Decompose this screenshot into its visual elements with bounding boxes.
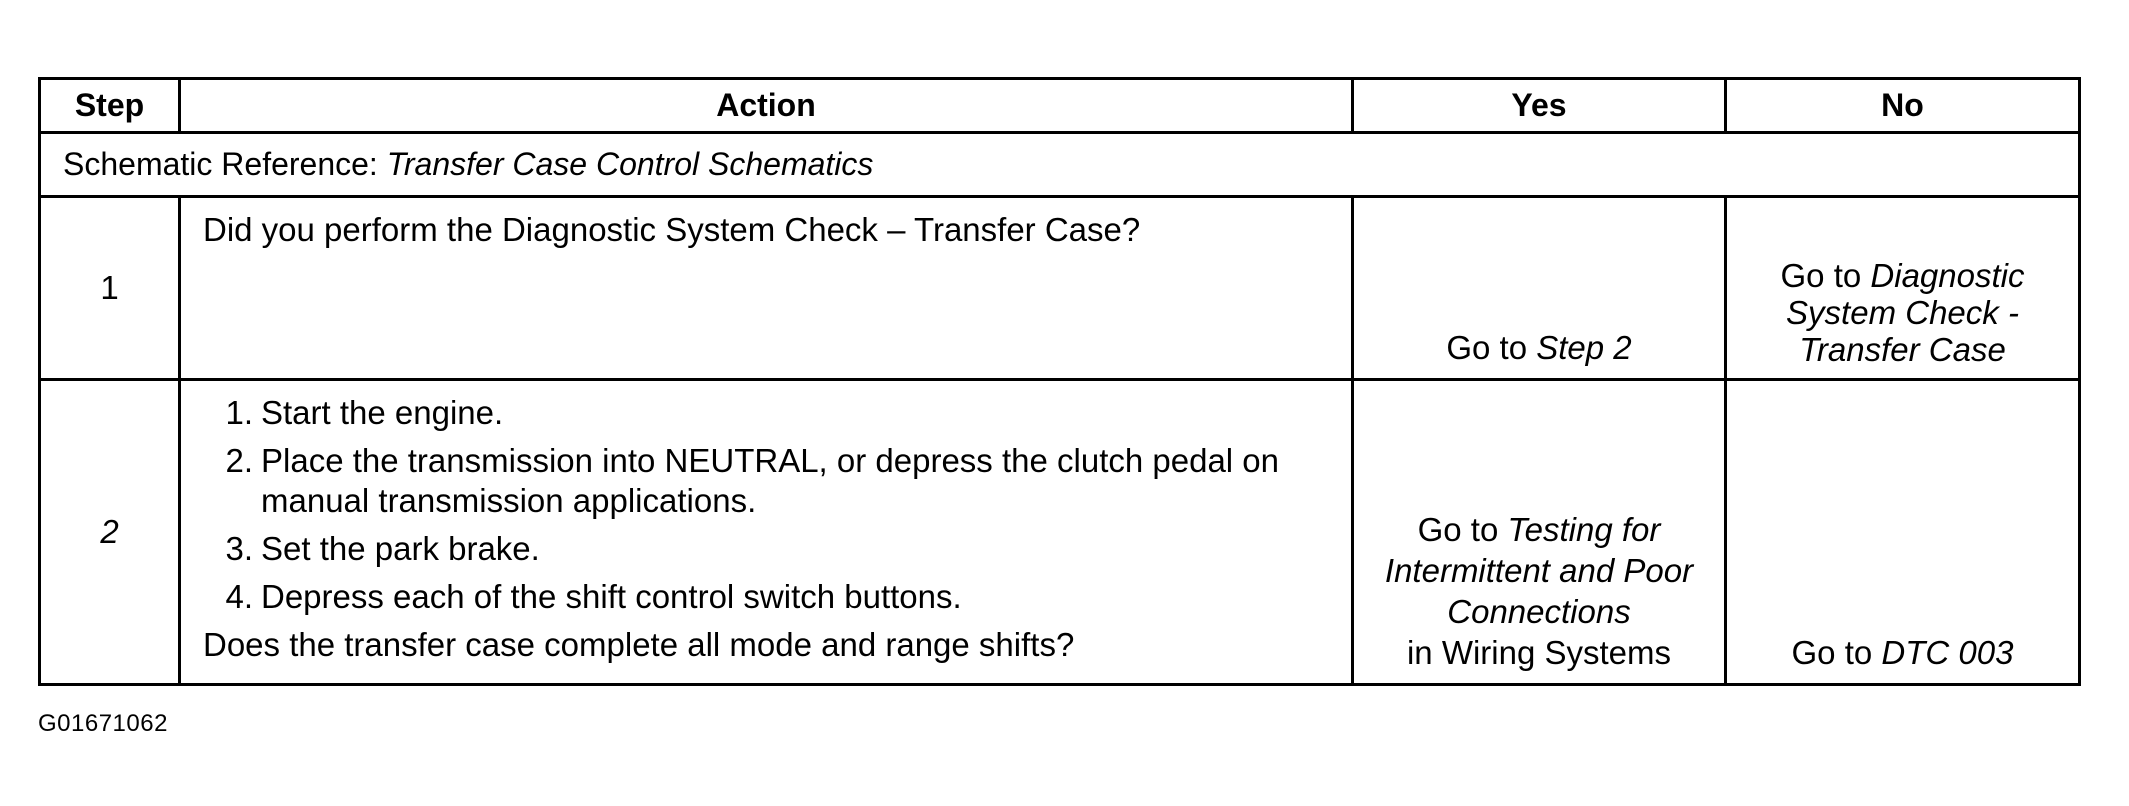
no-link[interactable]: DTC 003 — [1881, 634, 2014, 671]
action-steps-list — [203, 393, 1329, 617]
action-cell — [180, 380, 1353, 685]
yes-link[interactable]: Step 2 — [1536, 329, 1632, 366]
list-item: 1. Start the engine. — [225, 394, 504, 431]
header-no: No — [1726, 79, 2080, 133]
table-row — [40, 197, 2080, 380]
list-item: 2. Place the transmission into NEUTRAL, or depress the clutch pedal on manual transmission applications. — [225, 442, 1280, 519]
action-question: Does the transfer case complete all mode and range shifts? — [203, 626, 1075, 663]
figure-id: G01671062 — [38, 710, 168, 737]
diagnostic-table — [38, 77, 2081, 686]
yes-link[interactable]: Testing for Intermittent and Poor Connections — [1384, 511, 1694, 630]
action-question: Did you perform the Diagnostic System Check – Transfer Case? — [203, 211, 1141, 248]
no-cell — [1726, 197, 2080, 380]
schematic-reference-row — [40, 133, 2080, 197]
schematic-reference-label: Schematic Reference: — [63, 146, 387, 182]
yes-cell — [1353, 197, 1726, 380]
step-number: 2 — [40, 380, 180, 685]
yes-prefix: Go to — [1417, 511, 1508, 548]
step-number: 1 — [40, 197, 180, 380]
list-item: 4. Depress each of the shift control switch buttons. — [225, 578, 962, 615]
schematic-reference — [40, 133, 2080, 197]
yes-cell — [1353, 380, 1726, 685]
no-cell — [1726, 380, 2080, 685]
header-action: Action — [180, 79, 1353, 133]
table-row — [40, 380, 2080, 685]
no-prefix: Go to — [1780, 257, 1871, 294]
header-yes: Yes — [1353, 79, 1726, 133]
no-link[interactable]: Diagnostic System Check - Transfer Case — [1786, 257, 2025, 368]
header-step: Step — [40, 79, 180, 133]
list-item: 3. Set the park brake. — [225, 530, 540, 567]
header-row — [40, 79, 2080, 133]
action-cell — [180, 197, 1353, 380]
yes-prefix: Go to — [1446, 329, 1537, 366]
yes-suffix: in Wiring Systems — [1406, 634, 1672, 671]
no-prefix: Go to — [1791, 634, 1882, 671]
schematic-reference-link[interactable]: Transfer Case Control Schematics — [386, 146, 874, 182]
